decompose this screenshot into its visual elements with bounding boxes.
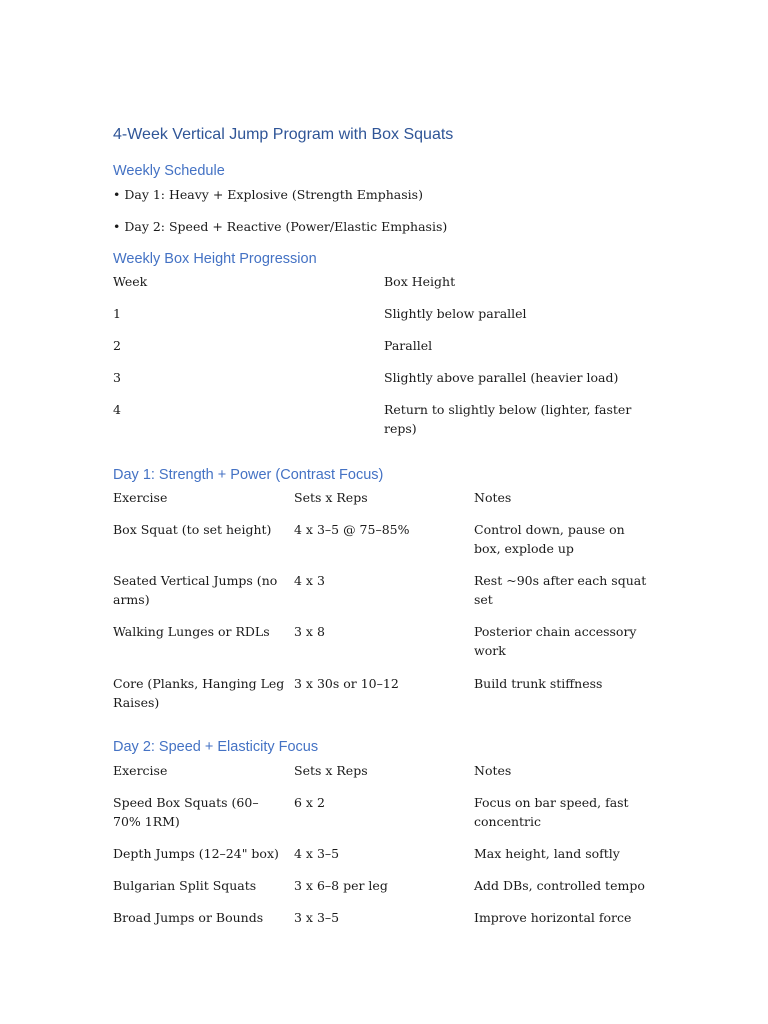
table-cell: Depth Jumps (12–24" box): [113, 846, 279, 861]
document-title: 4-Week Vertical Jump Program with Box Squats: [113, 126, 454, 143]
table-cell: Focus on bar speed, fast concentric: [474, 795, 629, 829]
schedule-item-day2: • Day 2: Speed + Reactive (Power/Elastic Emphasis): [113, 219, 448, 234]
table-cell: 3 x 8: [294, 624, 325, 639]
table-cell: 1: [113, 306, 121, 321]
table-cell: 4 x 3–5 @ 75–85%: [294, 522, 410, 537]
table-cell: Seated Vertical Jumps (no arms): [113, 573, 278, 607]
day1-header-exercise: Exercise: [113, 490, 168, 505]
table-cell: Build trunk stiffness: [474, 676, 603, 691]
day2-header-sets: Sets x Reps: [294, 763, 368, 778]
table-cell: 3 x 3–5: [294, 910, 340, 925]
table-cell: Core (Planks, Hanging Leg Raises): [113, 676, 285, 710]
table-cell: 3 x 30s or 10–12: [294, 676, 399, 691]
table-cell: 4 x 3–5: [294, 846, 340, 861]
day1-header-notes: Notes: [474, 490, 512, 505]
table-cell: 3 x 6–8 per leg: [294, 878, 388, 893]
table-cell: Box Squat (to set height): [113, 522, 272, 537]
box-height-header-height: Box Height: [384, 274, 456, 289]
table-cell: Max height, land softly: [474, 846, 620, 861]
table-cell: Posterior chain accessory work: [474, 624, 637, 658]
table-cell: Control down, pause on box, explode up: [474, 522, 625, 556]
table-cell: Improve horizontal force: [474, 910, 632, 925]
table-cell: Slightly above parallel (heavier load): [384, 370, 619, 385]
table-cell: 4: [113, 402, 121, 417]
day1-header-sets: Sets x Reps: [294, 490, 368, 505]
day2-header-exercise: Exercise: [113, 763, 168, 778]
table-cell: Walking Lunges or RDLs: [113, 624, 270, 639]
table-cell: 3: [113, 370, 121, 385]
table-cell: Broad Jumps or Bounds: [113, 910, 264, 925]
table-cell: Rest ~90s after each squat set: [474, 573, 647, 607]
table-cell: 2: [113, 338, 121, 353]
table-cell: Add DBs, controlled tempo: [474, 878, 645, 893]
box-height-header-week: Week: [113, 274, 148, 289]
table-cell: Speed Box Squats (60–70% 1RM): [113, 795, 259, 829]
day2-header-notes: Notes: [474, 763, 512, 778]
box-height-heading: Weekly Box Height Progression: [113, 251, 317, 267]
table-cell: Bulgarian Split Squats: [113, 878, 257, 893]
day1-heading: Day 1: Strength + Power (Contrast Focus): [113, 467, 384, 483]
table-cell: 6 x 2: [294, 795, 325, 810]
table-cell: Slightly below parallel: [384, 306, 527, 321]
table-cell: Parallel: [384, 338, 433, 353]
table-cell: 4 x 3: [294, 573, 325, 588]
schedule-item-day1: • Day 1: Heavy + Explosive (Strength Emphasis): [113, 187, 423, 202]
day2-heading: Day 2: Speed + Elasticity Focus: [113, 739, 319, 755]
table-cell: Return to slightly below (lighter, faster reps): [384, 402, 632, 436]
weekly-schedule-heading: Weekly Schedule: [113, 163, 225, 179]
